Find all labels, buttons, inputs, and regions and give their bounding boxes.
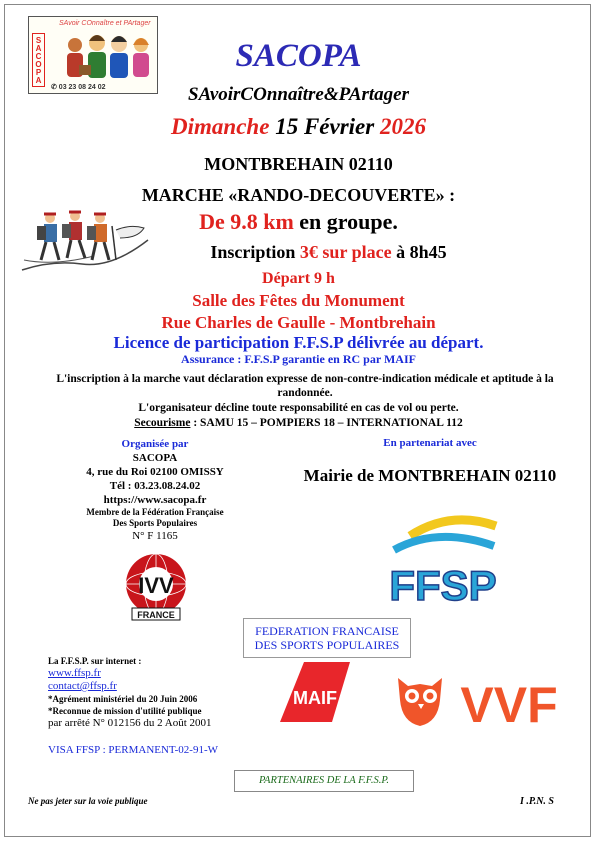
- logo-vertical-text: SACOPA: [32, 33, 45, 87]
- mairie: Mairie de MONTBREHAIN 02110: [303, 466, 557, 485]
- disclaimer: L'inscription à la marche vaut déclaration expresse de non-contre-indication médicale et aptitude à la randonnée.: [56, 373, 554, 399]
- organizer-tel: Tél : 03.23.08.24.02: [109, 480, 201, 492]
- organizer-address: 4, rue du Roi 02100 OMISSY: [86, 466, 224, 478]
- secourisme: [0, 417, 597, 429]
- ffsp-logo-text: FFSP: [389, 562, 497, 606]
- address-street: Rue Charles de Gaulle - Montbrehain: [161, 313, 436, 332]
- secourisme-label: Secourisme: [134, 417, 191, 429]
- date-num: 15 Février: [275, 114, 375, 139]
- organizer-label: Organisée par: [121, 438, 189, 450]
- ffsp-name-box: [243, 618, 411, 658]
- event-date: [0, 114, 597, 140]
- secourisme-text: : SAMU 15 – POMPIERS 18 – INTERNATIONAL 112: [190, 417, 463, 429]
- distance-rest: en groupe.: [299, 209, 398, 234]
- subtitle: SAvoirCOnnaître&PArtager: [188, 84, 409, 105]
- organizer-membre1: Membre de la Fédération Française: [86, 507, 224, 517]
- distance: [0, 209, 597, 235]
- date-year: 2026: [379, 114, 426, 139]
- organizer-site: https://www.sacopa.fr: [103, 494, 207, 506]
- ffsp-internet-block: [48, 655, 288, 729]
- page-title: SACOPA: [235, 38, 362, 74]
- town: MONTBREHAIN 02110: [204, 154, 393, 174]
- agrement: *Agrément ministériel du 20 Juin 2006: [48, 694, 198, 704]
- walk-title: MARCHE «RANDO-DECOUVERTE» :: [141, 185, 456, 205]
- ivv-logo: [120, 552, 192, 622]
- organizer-membre2: Des Sports Populaires: [112, 518, 198, 528]
- inscription-price: 3€ sur place: [299, 242, 392, 262]
- ivv-country: FRANCE: [137, 610, 175, 620]
- inscription: [0, 242, 597, 263]
- salle: Salle des Fêtes du Monument: [192, 291, 405, 310]
- ffsp-box-line2: DES SPORTS POPULAIRES: [254, 638, 400, 652]
- inscription-pre: Inscription: [210, 242, 296, 262]
- organizer-block: [70, 437, 240, 543]
- date-day: Dimanche: [171, 114, 270, 139]
- footer-left: Ne pas jeter sur la voie publique: [28, 796, 148, 806]
- ffsp-site-link[interactable]: www.ffsp.fr: [48, 667, 101, 679]
- responsabilite: L'organisateur décline toute responsabilité en cas de vol ou perte.: [138, 402, 459, 414]
- ivv-letters: IVV: [138, 573, 174, 598]
- distance-value: De 9.8 km: [199, 209, 294, 234]
- ffsp-box-line1: FEDERATION FRANCAISE: [255, 624, 399, 638]
- inscription-post: à 8h45: [396, 242, 447, 262]
- arrete: par arrêté N° 012156 du 2 Août 2001: [48, 717, 212, 729]
- maif-text: MAIF: [293, 688, 337, 708]
- licence: Licence de participation F.F.S.P délivrée au départ.: [113, 333, 484, 352]
- partners-box: PARTENAIRES DE LA F.F.S.P.: [234, 770, 414, 792]
- partnership-label: En partenariat avec: [383, 437, 477, 449]
- depart-time: Départ 9 h: [262, 270, 335, 287]
- vvf-logo: [394, 672, 574, 728]
- vvf-text: VVF: [460, 677, 558, 728]
- organizer-name: SACOPA: [132, 452, 178, 464]
- reconnue: *Reconnue de mission d'utilité publique: [48, 706, 202, 716]
- logo-phone: ✆ 03 23 08 24 02: [51, 84, 106, 91]
- logo-tagline: SAvoir COnnaître et PArtager: [59, 20, 151, 27]
- internet-label: La F.F.S.P. sur internet :: [48, 656, 142, 666]
- organizer-numero: N° F 1165: [132, 530, 178, 542]
- assurance: Assurance : F.F.S.P garantie en RC par MAIF: [181, 352, 416, 366]
- footer-right: I .P.N. S: [520, 796, 554, 807]
- ffsp-logo: [380, 510, 506, 606]
- ffsp-email-link[interactable]: contact@ffsp.fr: [48, 680, 117, 692]
- visa: VISA FFSP : PERMANENT-02-91-W: [48, 744, 219, 756]
